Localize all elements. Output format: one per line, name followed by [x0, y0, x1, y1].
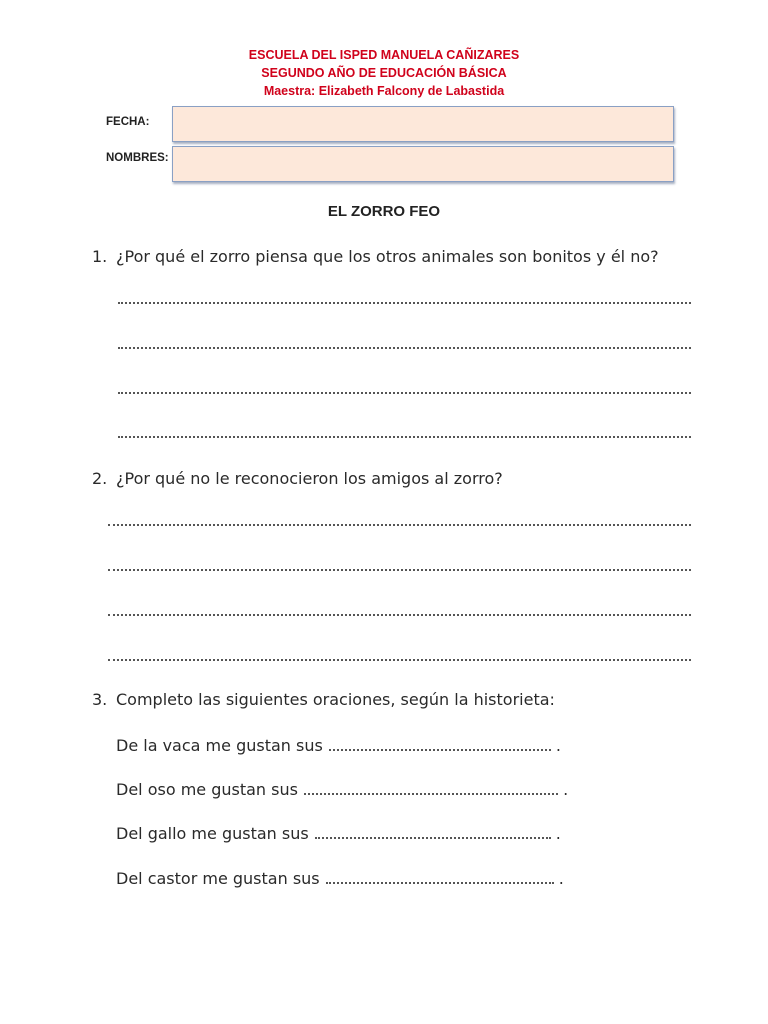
- answer-line[interactable]: [108, 659, 691, 661]
- sentence-3: [116, 824, 561, 843]
- question-1-number: 1.: [92, 247, 108, 266]
- question-2: [92, 469, 503, 488]
- sentence-2: [116, 780, 568, 799]
- answer-line[interactable]: [108, 614, 691, 616]
- sentence-4-blank[interactable]: [326, 870, 554, 884]
- sentence-1-end: .: [555, 736, 561, 755]
- answer-line[interactable]: [108, 569, 691, 571]
- question-3-text: Completo las siguientes oraciones, según la historieta:: [116, 690, 555, 709]
- answer-line[interactable]: [118, 347, 691, 349]
- school-header: [0, 46, 768, 100]
- school-name: ESCUELA DEL ISPED MANUELA CAÑIZARES: [248, 48, 520, 62]
- answer-line[interactable]: [118, 436, 691, 438]
- question-1: [92, 247, 659, 266]
- answer-line[interactable]: [118, 392, 691, 394]
- answer-line[interactable]: [118, 302, 691, 304]
- question-2-number: 2.: [92, 469, 108, 488]
- sentence-1-text: De la vaca me gustan sus: [116, 736, 323, 755]
- names-label: NOMBRES:: [106, 152, 169, 164]
- sentence-1: [116, 736, 561, 755]
- sentence-3-end: .: [555, 824, 561, 843]
- grade-name: SEGUNDO AÑO DE EDUCACIÓN BÁSICA: [261, 66, 507, 80]
- question-3: [92, 690, 555, 709]
- question-2-text: ¿Por qué no le reconocieron los amigos al zorro?: [116, 469, 503, 488]
- answer-line[interactable]: [108, 524, 691, 526]
- names-field[interactable]: [172, 146, 674, 182]
- sentence-4: [116, 869, 564, 888]
- sentence-4-end: .: [558, 869, 564, 888]
- sentence-2-end: .: [563, 780, 569, 799]
- teacher-name: Maestra: Elizabeth Falcony de Labastida: [263, 84, 505, 98]
- sentence-2-blank[interactable]: [304, 781, 558, 795]
- sentence-3-text: Del gallo me gustan sus: [116, 824, 309, 843]
- worksheet-title: EL ZORRO FEO: [327, 203, 441, 220]
- date-field[interactable]: [172, 106, 674, 142]
- sentence-4-text: Del castor me gustan sus: [116, 869, 320, 888]
- question-1-text: ¿Por qué el zorro piensa que los otros animales son bonitos y él no?: [116, 247, 659, 266]
- sentence-1-blank[interactable]: [329, 737, 551, 751]
- date-label: FECHA:: [106, 116, 150, 128]
- sentence-3-blank[interactable]: [315, 825, 551, 839]
- question-3-number: 3.: [92, 690, 108, 709]
- sentence-2-text: Del oso me gustan sus: [116, 780, 298, 799]
